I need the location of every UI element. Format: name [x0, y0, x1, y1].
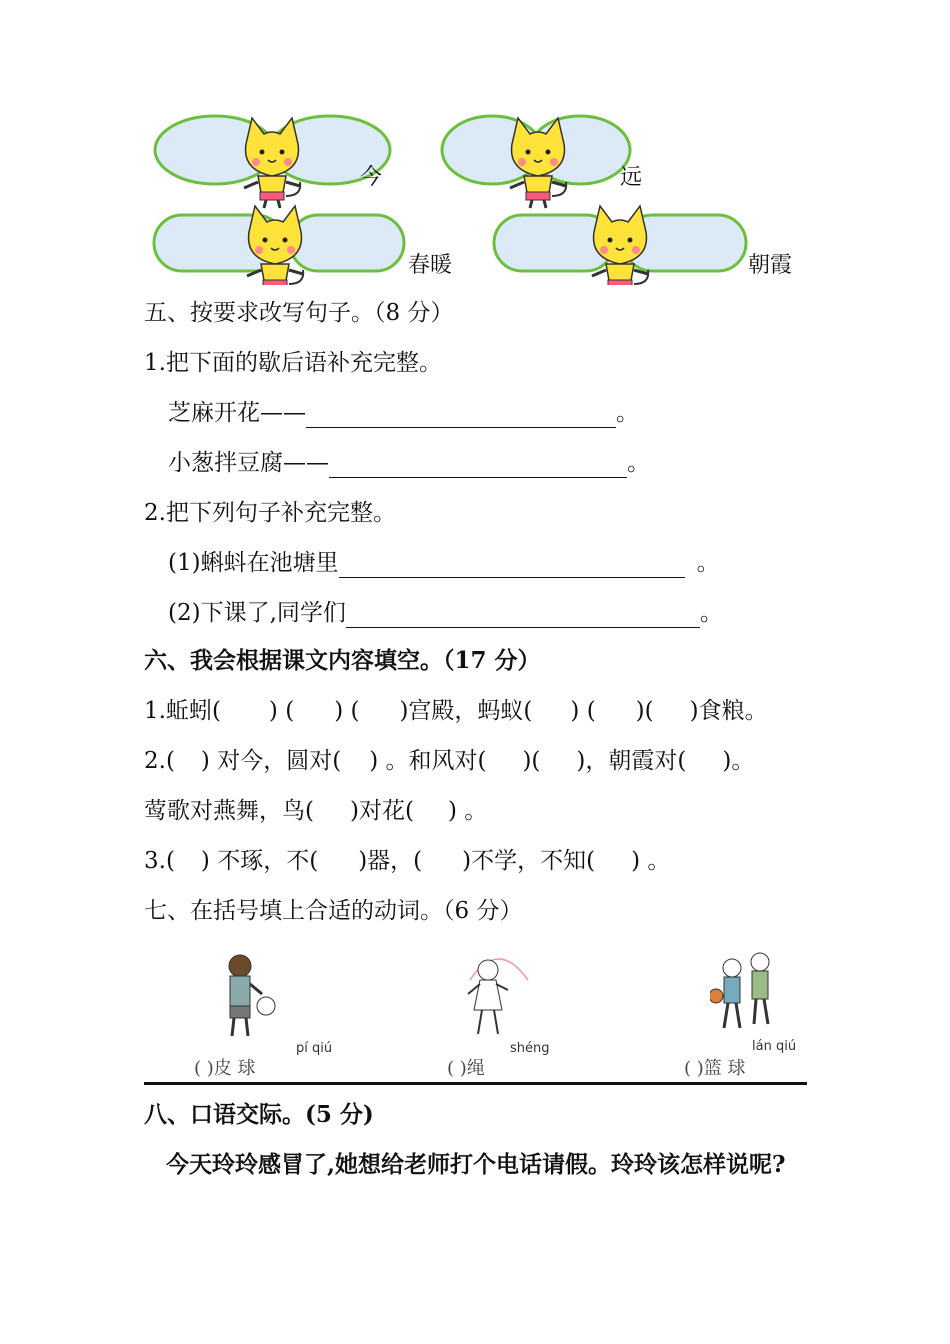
- section-8-title: 八、口语交际。(5 分): [144, 1101, 374, 1128]
- text: )(: [635, 698, 654, 724]
- text: 1.蚯蚓(: [144, 698, 221, 724]
- text: ) 。: [631, 848, 671, 874]
- answer-blank[interactable]: [339, 555, 685, 578]
- q1-instruction: 1.把下面的歇后语补充完整。: [144, 350, 442, 376]
- period: 。: [616, 400, 639, 426]
- q2a-line: [168, 548, 720, 578]
- q1a-line: [168, 398, 639, 428]
- answer-paren[interactable]: ( ): [684, 1058, 704, 1079]
- match-word-1: 今: [360, 165, 383, 190]
- text: )。: [722, 748, 755, 774]
- text: ) 不琢，不(: [200, 848, 319, 874]
- text: ) 对今，圆对(: [200, 748, 342, 774]
- text: )不学，不知(: [462, 848, 596, 874]
- period: 。: [696, 550, 720, 576]
- text: 2.(: [144, 748, 175, 774]
- text: ) (: [570, 698, 596, 724]
- text: )宫殿，蚂蚁(: [399, 698, 533, 724]
- q1b-line: [168, 448, 650, 478]
- q2-instruction: 2.把下列句子补充完整。: [144, 500, 396, 526]
- period: 。: [627, 450, 650, 476]
- pinyin-1: pí qiú: [296, 1041, 333, 1056]
- text: ) (: [334, 698, 360, 724]
- s6-q1: [144, 696, 768, 726]
- answer-paren[interactable]: ( ): [447, 1058, 467, 1079]
- s6-q3: [144, 846, 670, 876]
- caption-3: [684, 1054, 746, 1080]
- section-5-title: 五、按要求改写句子。（8 分）: [144, 300, 454, 326]
- q2b-label: (2)下课了,同学们: [168, 600, 346, 626]
- text: )(: [522, 748, 541, 774]
- q2a-label: (1)蝌蚪在池塘里: [168, 550, 339, 576]
- match-word-2: 远: [620, 165, 643, 190]
- q2b-line: [168, 598, 723, 628]
- text: )，朝霞对(: [576, 748, 687, 774]
- answer-paren[interactable]: ( ): [194, 1058, 214, 1079]
- caption-2: [447, 1054, 485, 1080]
- pinyin-3: lán qiú: [752, 1039, 797, 1054]
- caption-1: [194, 1054, 256, 1080]
- section-7-title: 七、在括号填上合适的动词。（6 分）: [144, 898, 523, 924]
- text: 莺歌对燕舞，鸟(: [144, 798, 314, 824]
- q1b-label: 小葱拌豆腐——: [168, 450, 329, 476]
- caption-word: 篮 球: [703, 1058, 746, 1079]
- child-ball-illustration: [216, 952, 286, 1042]
- text: 3.(: [144, 848, 175, 874]
- text: ) 。: [447, 798, 488, 824]
- section-7-pictures: [144, 940, 807, 1085]
- match-word-3: 春暖: [408, 253, 453, 278]
- pinyin-2: shéng: [510, 1041, 550, 1056]
- section-8-prompt: 今天玲玲感冒了,她想给老师打个电话请假。玲玲该怎样说呢?: [166, 1151, 786, 1178]
- s6-q2: [144, 746, 754, 776]
- answer-blank[interactable]: [306, 405, 616, 428]
- text: )器，(: [358, 848, 423, 874]
- match-word-4: 朝霞: [748, 253, 793, 278]
- boys-basketball-illustration: [710, 948, 790, 1038]
- text: )食粮。: [689, 698, 768, 724]
- text: ) (: [268, 698, 295, 724]
- matching-bubbles: [140, 100, 840, 285]
- girl-rope-illustration: [458, 950, 538, 1040]
- caption-word: 皮 球: [213, 1058, 256, 1079]
- answer-blank[interactable]: [346, 605, 700, 628]
- text: ) 。和风对(: [369, 748, 487, 774]
- bubble: [290, 215, 404, 271]
- s6-q2b: [144, 796, 487, 826]
- answer-blank[interactable]: [329, 455, 627, 478]
- section-6-title: 六、我会根据课文内容填空。（17 分）: [144, 647, 541, 674]
- period: 。: [699, 600, 723, 626]
- text: )对花(: [349, 798, 414, 824]
- q1a-label: 芝麻开花——: [168, 400, 306, 426]
- caption-word: 绳: [466, 1058, 485, 1079]
